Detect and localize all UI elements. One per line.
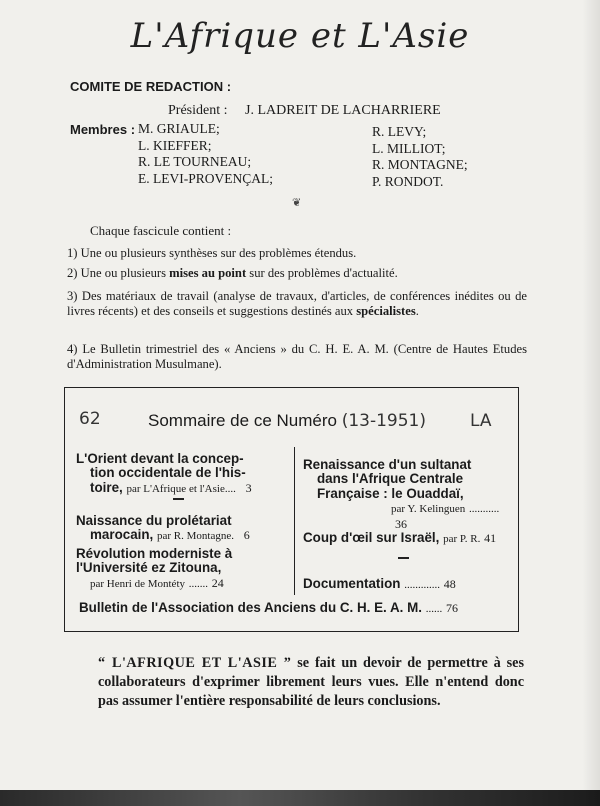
separator-dash: [398, 557, 409, 559]
contents-list-item: [67, 246, 527, 261]
toc-entry: [303, 577, 483, 592]
separator-dash: [173, 498, 184, 500]
item-text-end: .: [415, 303, 419, 318]
entry-author: par Y. Kelinguen: [391, 503, 466, 516]
item-text: Une ou plusieurs: [80, 266, 170, 280]
members-right-list: [372, 124, 468, 190]
item-emphasis: mises au point: [169, 266, 247, 280]
column-divider: [294, 447, 295, 595]
member-name: M. GRIAULE;: [138, 121, 220, 136]
entry-author: par R. Montagne.: [157, 530, 234, 543]
handwritten-issue: (13-1951): [341, 411, 426, 431]
item-number: 1): [67, 246, 78, 260]
scan-edge: [0, 790, 600, 806]
entry-leader-dots: ....: [224, 482, 236, 495]
member-name: R. MONTAGNE;: [372, 157, 468, 172]
toc-entry: [303, 458, 508, 531]
president-label: Président :: [168, 103, 228, 118]
member-name: L. KIEFFER;: [138, 137, 212, 153]
sommaire-heading: Sommaire de ce Numéro: [148, 411, 337, 430]
president-name: J. LADREIT DE LACHARRIERE: [245, 103, 441, 118]
item-text-end: sur des problèmes d'actualité.: [246, 266, 398, 280]
journal-title: L'Afrique et L'Asie: [130, 16, 470, 56]
entry-leader-dots: .......: [188, 577, 208, 590]
entry-page: 76: [445, 601, 458, 615]
members-left-list: [138, 121, 273, 187]
entry-page: 48: [443, 577, 456, 591]
entry-title-line: toire,: [90, 479, 123, 495]
entry-page: 24: [211, 575, 224, 590]
member-name: R. LE TOURNEAU;: [138, 154, 252, 169]
item-text: Des matériaux de travail (analyse de travaux, d'articles, de conférences inédites ou de livres récents) et des conseils et suggestions destinés aux: [67, 289, 527, 318]
disclaimer-lead: “ L'AFRIQUE ET L'ASIE ”: [98, 655, 292, 671]
member-name: L. MILLIOT;: [372, 140, 446, 156]
entry-title-line: Bulletin de l'Association des Anciens du C. H. E. A. M.: [79, 600, 422, 615]
entry-page: 6: [243, 528, 250, 543]
entry-leader-dots: ......: [425, 603, 443, 615]
comite-heading: COMITE DE REDACTION :: [70, 79, 232, 94]
item-number: 4): [67, 342, 78, 356]
item-number: 2): [67, 266, 78, 280]
entry-title-line: Renaissance d'un sultanat: [303, 457, 472, 472]
entry-title-line: tion occidentale de l'his-: [90, 465, 246, 481]
members-label: Membres :: [70, 122, 136, 137]
disclaimer: [98, 654, 524, 711]
entry-page: 41: [484, 531, 497, 545]
entry-page: 3: [245, 480, 252, 495]
toc-entry: [303, 531, 513, 546]
toc-entry: [76, 547, 290, 591]
fleuron-ornament-icon: ❦: [292, 197, 302, 209]
handwritten-initials: LA: [470, 411, 492, 431]
item-emphasis: spécialistes: [356, 303, 416, 318]
entry-author: par P. R.: [443, 533, 481, 545]
member-name: E. LEVI-PROVENÇAL;: [138, 170, 273, 186]
item-text: Le Bulletin trimestriel des « Anciens » du C. H. E. A. M. (Centre de Hautes Etudes d'Administration Musulmane).: [67, 342, 528, 371]
contents-intro: Chaque fascicule contient :: [90, 223, 232, 238]
entry-leader-dots: .............: [404, 579, 440, 591]
contents-list-item: [67, 342, 527, 371]
handwritten-number: 62: [79, 409, 101, 429]
contents-list-item: [67, 266, 527, 281]
disclaimer-text: se fait un devoir de permettre à ses collaborateurs d'exprimer librement leurs vues. Elle n'entend donc pas assumer l'entière responsabilité de leurs conclusions.: [98, 655, 524, 709]
entry-author: par Henri de Montéty: [90, 577, 185, 590]
sommaire-title: [148, 411, 426, 431]
contents-list-item: [67, 289, 527, 318]
entry-title-line: Révolution moderniste à: [76, 546, 233, 561]
member-name: P. RONDOT.: [372, 173, 444, 189]
entry-leader-dots: ...........: [468, 503, 500, 516]
toc-entry: [76, 452, 290, 496]
entry-title-line: dans l'Afrique Centrale: [317, 471, 464, 487]
toc-entry: [76, 514, 290, 544]
entry-title-line: l'Université ez Zitouna,: [76, 560, 222, 576]
entry-title-line: Coup d'œil sur Israël,: [303, 530, 440, 545]
entry-title-line: Naissance du prolétariat: [76, 513, 232, 528]
page-shadow: [582, 0, 600, 806]
entry-author: par L'Afrique et l'Asie: [126, 482, 225, 495]
entry-title-line: Documentation: [303, 576, 401, 591]
entry-title-line: marocain,: [90, 527, 154, 543]
member-name: R. LEVY;: [372, 124, 427, 139]
entry-title-line: Française : le Ouaddaï,: [317, 485, 464, 501]
item-text: Une ou plusieurs synthèses sur des problèmes étendus.: [80, 246, 357, 260]
toc-entry: [79, 601, 514, 616]
item-number: 3): [67, 289, 78, 303]
entry-title-line: L'Orient devant la concep-: [76, 451, 244, 466]
entry-page: 36: [395, 516, 407, 531]
